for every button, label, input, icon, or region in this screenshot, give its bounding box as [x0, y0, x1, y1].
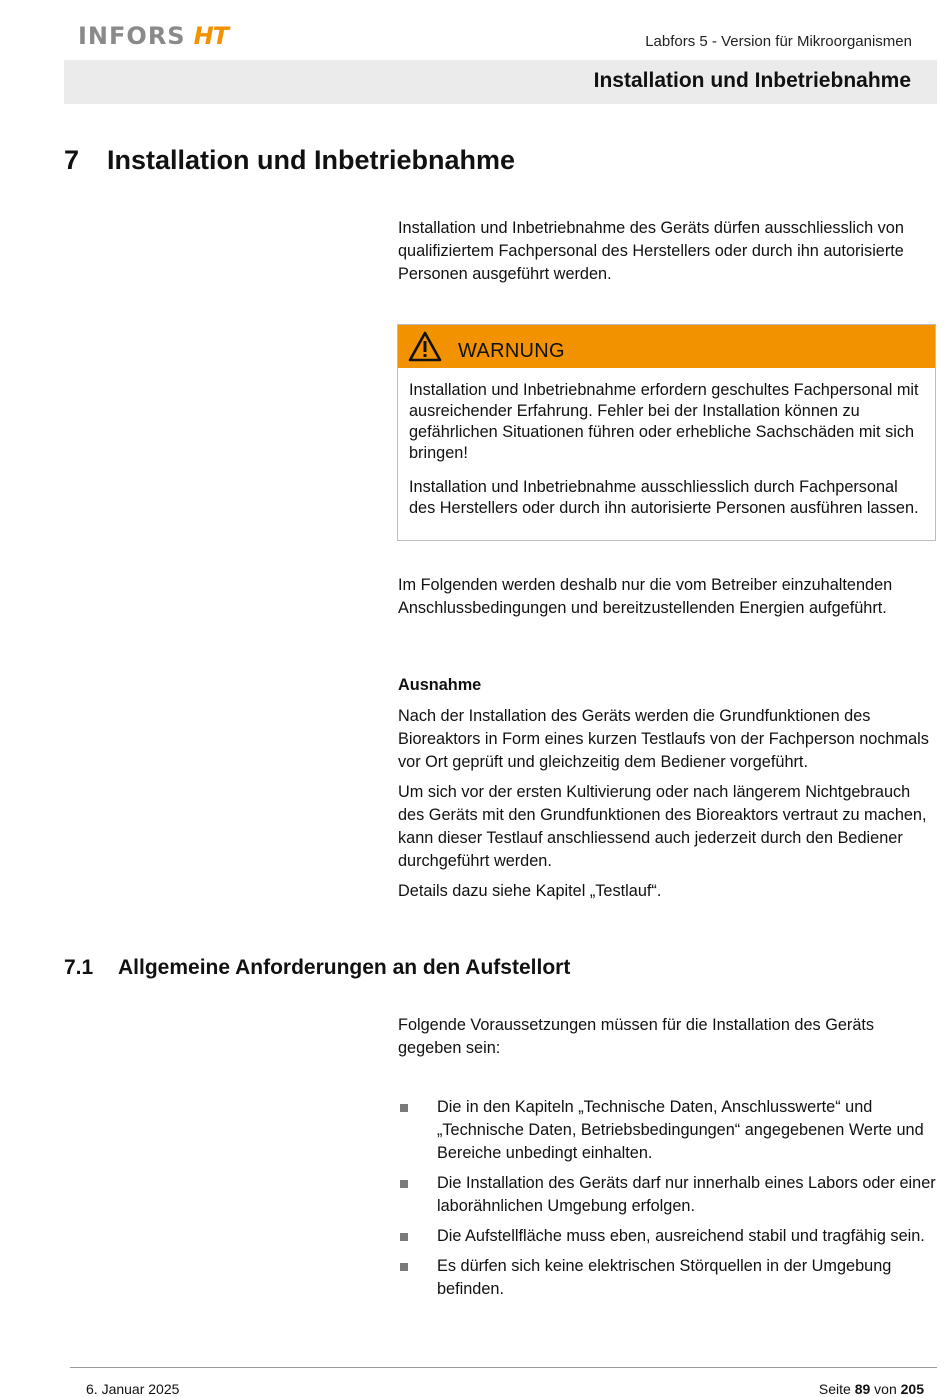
after-warning-text [398, 574, 938, 620]
list-item-text: Die in den Kapiteln „Technische Daten, Anschlusswerte“ und „Technische Daten, Betriebsbedingungen“ angegebenen Werte und Bereiche unbedingt einhalten. [437, 1098, 924, 1162]
warning-title: WARNUNG [458, 340, 565, 362]
square-bullet-icon [400, 1233, 408, 1241]
page-prefix: Seite [818, 1381, 851, 1397]
warning-bar [398, 325, 935, 368]
page-indicator [819, 1381, 924, 1397]
square-bullet-icon [400, 1263, 408, 1271]
section-title: Allgemeine Anforderungen an den Aufstellort [118, 956, 571, 979]
warning-paragraph: Installation und Inbetriebnahme erfordern geschultes Fachpersonal mit ausreichender Erfahrung. Fehler bei der Installation können zu gefährlichen Situationen führen oder erhebliche Sachschäden mit sich bringen! [409, 381, 919, 462]
exception-paragraph: Um sich vor der ersten Kultivierung oder nach längerem Nichtgebrauch des Geräts mit den Grundfunktionen des Bioreaktors vertraut zu machen, kann dieser Testlauf anschliessend auch jederzeit durch den Bediener durchgeführt werden. [398, 783, 927, 870]
header-band-title: Installation und Inbetriebnahme [593, 69, 911, 92]
requirements-list [398, 1096, 938, 1308]
chapter-title: Installation und Inbetriebnahme [107, 145, 516, 175]
list-item-text: Die Installation des Geräts darf nur innerhalb eines Labors oder einer laborähnlichen Umgebung erfolgen. [437, 1174, 936, 1215]
logo-wordmark: INFORS [78, 22, 186, 50]
footer-date: 6. Januar 2025 [86, 1381, 180, 1397]
chapter-intro [398, 217, 938, 286]
chapter-heading [64, 145, 515, 176]
after-warning-paragraph: Im Folgenden werden deshalb nur die vom Betreiber einzuhaltenden Anschlussbedingungen und bereitzustellenden Energien aufgeführt. [398, 576, 893, 617]
exception-body [398, 705, 938, 903]
square-bullet-icon [400, 1104, 408, 1112]
chapter-number: 7 [64, 145, 80, 175]
section-heading [64, 956, 570, 980]
list-item [398, 1096, 938, 1165]
logo-mark: HT [193, 22, 229, 50]
page-number: 89 [854, 1381, 871, 1397]
section-intro-text: Folgende Voraussetzungen müssen für die Installation des Geräts gegeben sein: [398, 1016, 875, 1057]
page-total: 205 [900, 1381, 924, 1397]
exception-paragraph: Nach der Installation des Geräts werden die Grundfunktionen des Bioreaktors in Form eines kurzen Testlaufs von der Fachperson nochmals vor Ort geprüft und gleichzeitig dem Bediener vorgeführt. [398, 707, 929, 771]
header-band [64, 60, 937, 104]
infors-ht-logo [78, 22, 228, 50]
page-separator: von [874, 1381, 897, 1397]
section-intro [398, 1014, 938, 1060]
square-bullet-icon [400, 1180, 408, 1188]
warning-box [397, 324, 936, 541]
warning-body [409, 380, 924, 532]
exception-heading: Ausnahme [398, 676, 482, 694]
section-number: 7.1 [64, 956, 94, 979]
document-subtitle: Labfors 5 - Version für Mikroorganismen [645, 33, 912, 50]
warning-triangle-icon [408, 331, 442, 362]
exception-paragraph: Details dazu siehe Kapitel „Testlauf“. [398, 882, 662, 900]
warning-paragraph: Installation und Inbetriebnahme ausschliesslich durch Fachpersonal des Herstellers oder durch ihn autorisierte Personen ausführen lassen. [409, 478, 919, 517]
list-item-text: Es dürfen sich keine elektrischen Störquellen in der Umgebung befinden. [437, 1257, 892, 1298]
chapter-intro-text: Installation und Inbetriebnahme des Geräts dürfen ausschliesslich von qualifiziertem Fachpersonal des Herstellers oder durch ihn autorisierte Personen ausgeführt werden. [398, 219, 904, 283]
list-item-text: Die Aufstellfläche muss eben, ausreichend stabil und tragfähig sein. [437, 1227, 925, 1245]
list-item [398, 1172, 938, 1218]
list-item [398, 1225, 938, 1248]
footer-divider [70, 1367, 937, 1368]
list-item [398, 1255, 938, 1301]
